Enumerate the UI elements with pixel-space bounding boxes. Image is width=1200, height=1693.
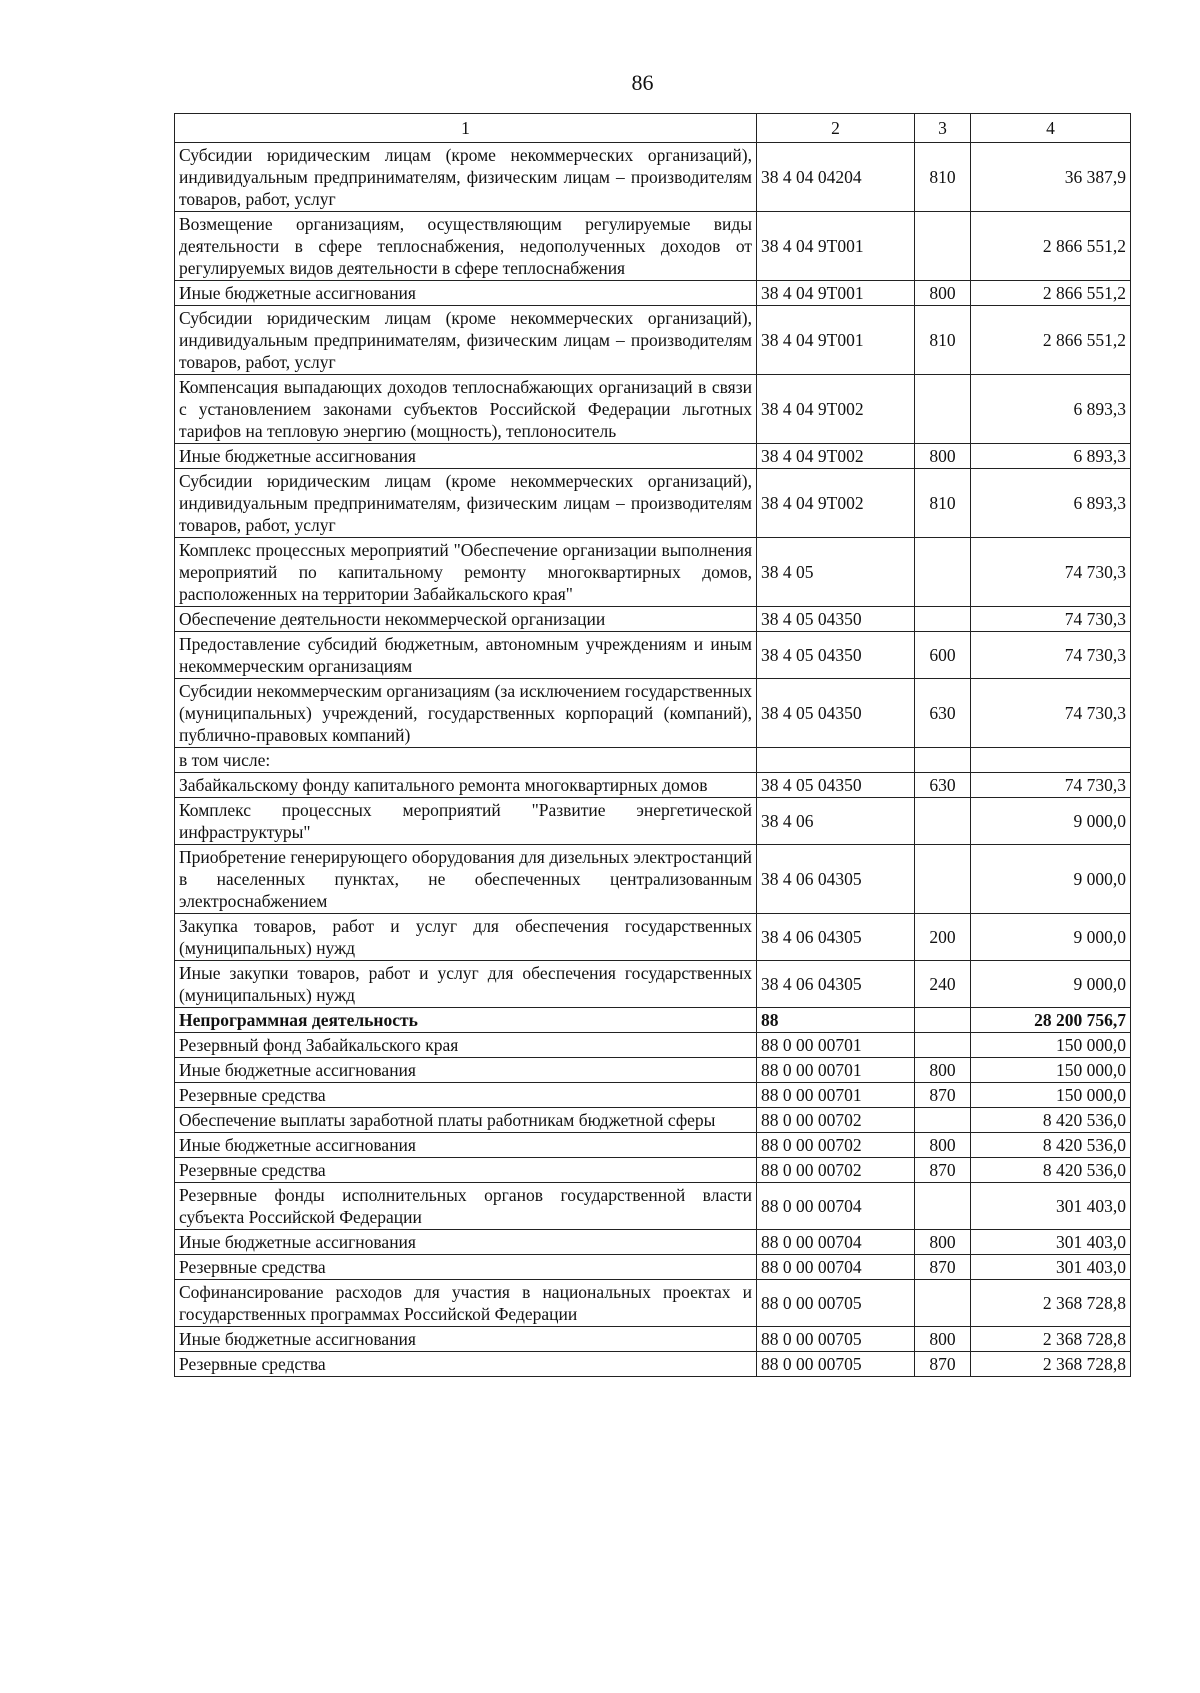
cell-code: 38 4 04 9Т002 xyxy=(757,444,915,469)
cell-sum: 2 368 728,8 xyxy=(971,1327,1131,1352)
cell-type: 800 xyxy=(915,1230,971,1255)
cell-sum: 2 866 551,2 xyxy=(971,212,1131,281)
cell-name: Резервные средства xyxy=(175,1255,757,1280)
table-row xyxy=(175,1352,1131,1377)
cell-type: 240 xyxy=(915,961,971,1008)
cell-name: Иные закупки товаров, работ и услуг для обеспечения государственных (муниципальных) нужд xyxy=(175,961,757,1008)
table-row xyxy=(175,1133,1131,1158)
cell-name: Иные бюджетные ассигнования xyxy=(175,1058,757,1083)
table-row xyxy=(175,607,1131,632)
cell-type: 800 xyxy=(915,1058,971,1083)
cell-name: Иные бюджетные ассигнования xyxy=(175,444,757,469)
table-row xyxy=(175,1058,1131,1083)
cell-sum: 2 866 551,2 xyxy=(971,306,1131,375)
cell-code: 88 0 00 00701 xyxy=(757,1058,915,1083)
cell-type: 870 xyxy=(915,1083,971,1108)
table-row xyxy=(175,748,1131,773)
table-row xyxy=(175,632,1131,679)
cell-sum: 6 893,3 xyxy=(971,444,1131,469)
cell-type: 810 xyxy=(915,306,971,375)
cell-name: Иные бюджетные ассигнования xyxy=(175,1133,757,1158)
cell-type xyxy=(915,1008,971,1033)
cell-type xyxy=(915,538,971,607)
cell-type xyxy=(915,1033,971,1058)
table-row xyxy=(175,143,1131,212)
cell-name: Иные бюджетные ассигнования xyxy=(175,1327,757,1352)
cell-sum: 2 866 551,2 xyxy=(971,281,1131,306)
cell-type: 800 xyxy=(915,1327,971,1352)
budget-table xyxy=(174,113,1131,1377)
cell-type: 630 xyxy=(915,773,971,798)
table-row xyxy=(175,1083,1131,1108)
column-header-name: 1 xyxy=(175,114,757,143)
cell-sum: 301 403,0 xyxy=(971,1255,1131,1280)
cell-code: 38 4 04 9Т001 xyxy=(757,281,915,306)
cell-type: 810 xyxy=(915,143,971,212)
cell-code: 88 0 00 00702 xyxy=(757,1133,915,1158)
cell-sum: 28 200 756,7 xyxy=(971,1008,1131,1033)
cell-name: Субсидии некоммерческим организациям (за исключением государственных (муниципальных) учреждений, государственных корпораций (компаний), публично-правовых компаний) xyxy=(175,679,757,748)
table-row xyxy=(175,1230,1131,1255)
table-row xyxy=(175,679,1131,748)
cell-type: 870 xyxy=(915,1352,971,1377)
cell-name: Обеспечение деятельности некоммерческой организации xyxy=(175,607,757,632)
cell-type xyxy=(915,798,971,845)
cell-code xyxy=(757,748,915,773)
cell-type: 800 xyxy=(915,1133,971,1158)
cell-sum: 150 000,0 xyxy=(971,1058,1131,1083)
cell-code: 88 0 00 00704 xyxy=(757,1230,915,1255)
cell-code: 88 0 00 00702 xyxy=(757,1158,915,1183)
cell-code: 38 4 06 04305 xyxy=(757,961,915,1008)
cell-name: Резервные средства xyxy=(175,1158,757,1183)
cell-code: 88 xyxy=(757,1008,915,1033)
cell-name: Субсидии юридическим лицам (кроме некоммерческих организаций), индивидуальным предпринимателям, физическим лицам – производителям товаров, работ, услуг xyxy=(175,143,757,212)
cell-name: Закупка товаров, работ и услуг для обеспечения государственных (муниципальных) нужд xyxy=(175,914,757,961)
cell-name: Забайкальскому фонду капитального ремонта многоквартирных домов xyxy=(175,773,757,798)
cell-sum: 8 420 536,0 xyxy=(971,1158,1131,1183)
cell-name: Иные бюджетные ассигнования xyxy=(175,1230,757,1255)
table-row xyxy=(175,1280,1131,1327)
cell-sum: 74 730,3 xyxy=(971,607,1131,632)
cell-code: 38 4 04 9Т001 xyxy=(757,212,915,281)
cell-name: Резервный фонд Забайкальского края xyxy=(175,1033,757,1058)
cell-name: Резервные фонды исполнительных органов государственной власти субъекта Российской Федерации xyxy=(175,1183,757,1230)
table-row xyxy=(175,1255,1131,1280)
page-number: 86 xyxy=(631,70,654,95)
cell-sum: 2 368 728,8 xyxy=(971,1280,1131,1327)
cell-code: 88 0 00 00701 xyxy=(757,1083,915,1108)
cell-name: Обеспечение выплаты заработной платы работникам бюджетной сферы xyxy=(175,1108,757,1133)
cell-code: 38 4 04 9Т002 xyxy=(757,469,915,538)
cell-name: Приобретение генерирующего оборудования для дизельных электростанций в населенных пунктах, не обеспеченных централизованным электроснабжением xyxy=(175,845,757,914)
cell-type: 800 xyxy=(915,281,971,306)
cell-sum: 301 403,0 xyxy=(971,1183,1131,1230)
cell-sum: 36 387,9 xyxy=(971,143,1131,212)
cell-code: 38 4 06 04305 xyxy=(757,845,915,914)
table-row xyxy=(175,212,1131,281)
table-row xyxy=(175,914,1131,961)
cell-sum: 8 420 536,0 xyxy=(971,1133,1131,1158)
cell-sum xyxy=(971,748,1131,773)
cell-sum: 74 730,3 xyxy=(971,679,1131,748)
cell-code: 38 4 05 04350 xyxy=(757,632,915,679)
cell-type xyxy=(915,375,971,444)
cell-code: 38 4 05 04350 xyxy=(757,679,915,748)
cell-name: Иные бюджетные ассигнования xyxy=(175,281,757,306)
table-row xyxy=(175,961,1131,1008)
table-row xyxy=(175,1183,1131,1230)
cell-name: Резервные средства xyxy=(175,1083,757,1108)
cell-type: 630 xyxy=(915,679,971,748)
cell-sum: 150 000,0 xyxy=(971,1033,1131,1058)
cell-code: 38 4 04 04204 xyxy=(757,143,915,212)
cell-sum: 9 000,0 xyxy=(971,798,1131,845)
cell-name: Субсидии юридическим лицам (кроме некоммерческих организаций), индивидуальным предпринимателям, физическим лицам – производителям товаров, работ, услуг xyxy=(175,306,757,375)
cell-type: 200 xyxy=(915,914,971,961)
cell-name: Предоставление субсидий бюджетным, автономным учреждениям и иным некоммерческим организациям xyxy=(175,632,757,679)
cell-type xyxy=(915,1183,971,1230)
table-row xyxy=(175,1158,1131,1183)
cell-sum: 6 893,3 xyxy=(971,375,1131,444)
cell-type: 810 xyxy=(915,469,971,538)
cell-code: 88 0 00 00701 xyxy=(757,1033,915,1058)
table-row xyxy=(175,798,1131,845)
cell-type xyxy=(915,748,971,773)
cell-sum: 9 000,0 xyxy=(971,845,1131,914)
table-row xyxy=(175,773,1131,798)
table-row xyxy=(175,1033,1131,1058)
table-row xyxy=(175,444,1131,469)
cell-name: Комплекс процессных мероприятий "Развитие энергетической инфраструктуры" xyxy=(175,798,757,845)
cell-code: 88 0 00 00702 xyxy=(757,1108,915,1133)
cell-code: 38 4 05 04350 xyxy=(757,773,915,798)
cell-code: 38 4 04 9Т002 xyxy=(757,375,915,444)
cell-name: Компенсация выпадающих доходов теплоснабжающих организаций в связи с установлением законами субъектов Российской Федерации льготных тарифов на тепловую энергию (мощность), теплоноситель xyxy=(175,375,757,444)
column-header-sum: 4 xyxy=(971,114,1131,143)
table-row xyxy=(175,281,1131,306)
table-row xyxy=(175,1008,1131,1033)
cell-code: 88 0 00 00705 xyxy=(757,1280,915,1327)
cell-sum: 74 730,3 xyxy=(971,773,1131,798)
table-row xyxy=(175,469,1131,538)
cell-sum: 9 000,0 xyxy=(971,961,1131,1008)
table-row xyxy=(175,538,1131,607)
table-row xyxy=(175,375,1131,444)
cell-name: Комплекс процессных мероприятий "Обеспечение организации выполнения мероприятий по капитальному ремонту многоквартирных домов, расположенных на территории Забайкальского края" xyxy=(175,538,757,607)
cell-name: Возмещение организациям, осуществляющим регулируемые виды деятельности в сфере теплоснабжения, недополученных доходов от регулируемых видов деятельности в сфере теплоснабжения xyxy=(175,212,757,281)
cell-sum: 8 420 536,0 xyxy=(971,1108,1131,1133)
cell-code: 88 0 00 00705 xyxy=(757,1327,915,1352)
cell-sum: 74 730,3 xyxy=(971,632,1131,679)
cell-type xyxy=(915,212,971,281)
cell-name: Субсидии юридическим лицам (кроме некоммерческих организаций), индивидуальным предпринимателям, физическим лицам – производителям товаров, работ, услуг xyxy=(175,469,757,538)
cell-sum: 6 893,3 xyxy=(971,469,1131,538)
table-row xyxy=(175,1327,1131,1352)
cell-code: 38 4 05 xyxy=(757,538,915,607)
cell-code: 38 4 05 04350 xyxy=(757,607,915,632)
cell-type: 600 xyxy=(915,632,971,679)
cell-sum: 301 403,0 xyxy=(971,1230,1131,1255)
cell-code: 88 0 00 00704 xyxy=(757,1255,915,1280)
cell-code: 38 4 06 04305 xyxy=(757,914,915,961)
cell-sum: 9 000,0 xyxy=(971,914,1131,961)
cell-code: 88 0 00 00704 xyxy=(757,1183,915,1230)
column-header-type: 3 xyxy=(915,114,971,143)
cell-name: Резервные средства xyxy=(175,1352,757,1377)
cell-sum: 150 000,0 xyxy=(971,1083,1131,1108)
column-header-code: 2 xyxy=(757,114,915,143)
cell-code: 88 0 00 00705 xyxy=(757,1352,915,1377)
cell-type xyxy=(915,607,971,632)
cell-name: Софинансирование расходов для участия в национальных проектах и государственных программах Российской Федерации xyxy=(175,1280,757,1327)
cell-code: 38 4 04 9Т001 xyxy=(757,306,915,375)
cell-type xyxy=(915,845,971,914)
header-row xyxy=(175,114,1131,143)
cell-name: Непрограммная деятельность xyxy=(175,1008,757,1033)
cell-type xyxy=(915,1280,971,1327)
cell-type: 800 xyxy=(915,444,971,469)
table-row xyxy=(175,1108,1131,1133)
table-row xyxy=(175,845,1131,914)
table-row xyxy=(175,306,1131,375)
cell-type xyxy=(915,1108,971,1133)
cell-type: 870 xyxy=(915,1255,971,1280)
cell-sum: 2 368 728,8 xyxy=(971,1352,1131,1377)
cell-name: в том числе: xyxy=(175,748,757,773)
cell-code: 38 4 06 xyxy=(757,798,915,845)
cell-sum: 74 730,3 xyxy=(971,538,1131,607)
cell-type: 870 xyxy=(915,1158,971,1183)
